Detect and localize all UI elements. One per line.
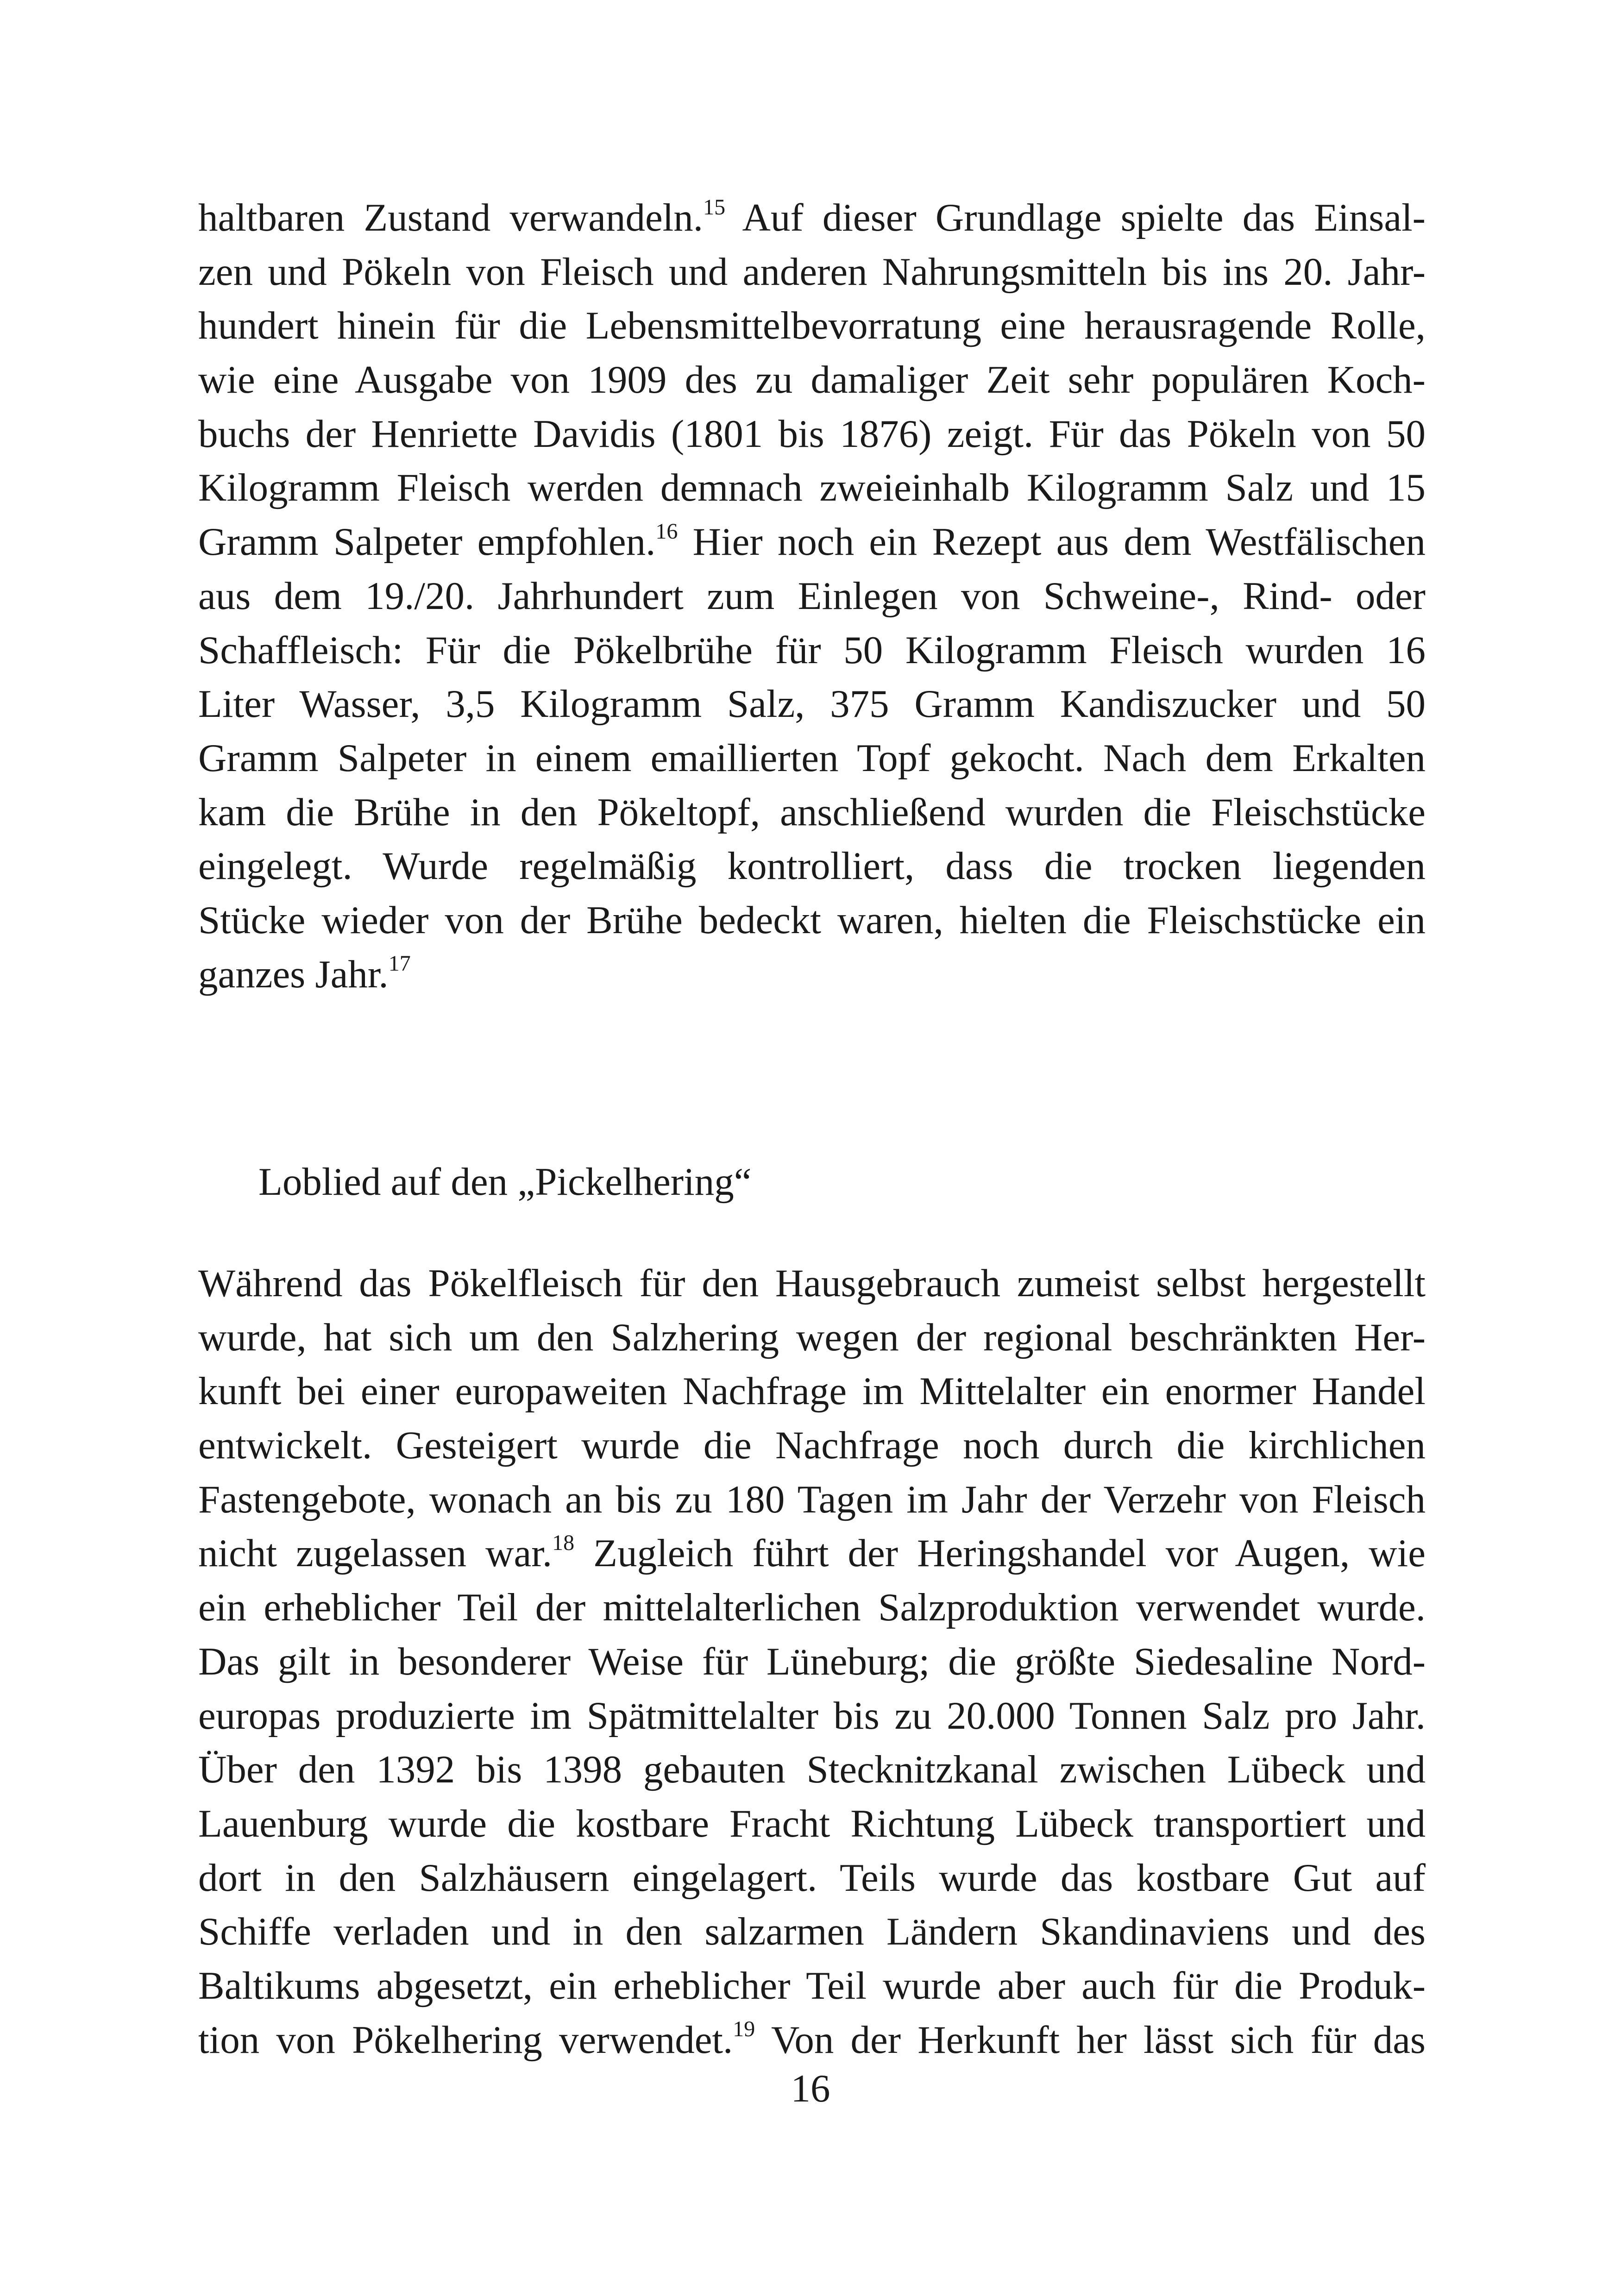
footnote-ref-16[interactable]: 16: [655, 519, 678, 544]
text-line: Lauenburg wurde die kostbare Fracht Richtung Lübeck transportiert und: [198, 1801, 1426, 1845]
text-line: Über den 1392 bis 1398 gebauten Stecknitzkanal zwischen Lübeck und: [198, 1748, 1426, 1792]
text-line: Stücke wieder von der Brühe bedeckt waren, hielten die Fleischstücke ein: [198, 898, 1426, 942]
text-line: kunft bei einer europaweiten Nachfrage im Mittelalter ein enormer Handel: [198, 1369, 1426, 1413]
text-line: wurde, hat sich um den Salzhering wegen der regional beschränkten Her-: [198, 1315, 1426, 1359]
paragraph-pickling-history: [198, 191, 1426, 1001]
text-line: Schaffleisch: Für die Pökelbrühe für 50 Kilogramm Fleisch wurden 16: [198, 628, 1426, 672]
footnote-ref-17[interactable]: 17: [388, 951, 411, 976]
footnote-ref-15[interactable]: 15: [703, 194, 726, 220]
section-heading: Loblied auf den „Pickelhering“: [258, 1160, 752, 1204]
text-line: Schiffe verladen und in den salzarmen Ländern Skandinaviens und des: [198, 1910, 1426, 1954]
text-line: Gramm Salpeter in einem emaillierten Topf gekocht. Nach dem Erkalten: [198, 736, 1426, 780]
text-line: hundert hinein für die Lebensmittelbevorratung eine herausragende Rolle,: [198, 304, 1426, 348]
text-line: Liter Wasser, 3,5 Kilogramm Salz, 375 Gramm Kandiszucker und 50: [198, 682, 1426, 726]
text-line: tion von Pökelhering verwendet.$^{19}$ Von der Herkunft her lässt sich für das: [198, 2017, 1426, 2062]
footnote-ref-19[interactable]: 19: [733, 2017, 755, 2042]
text-line: dort in den Salzhäusern eingelagert. Teils wurde das kostbare Gut auf: [198, 1856, 1426, 1900]
text-line: Gramm Salpeter empfohlen.$^{16}$ Hier noch ein Rezept aus dem Westfälischen: [198, 519, 1426, 564]
text-line: Kilogramm Fleisch werden demnach zweieinhalb Kilogramm Salz und 15: [198, 466, 1426, 510]
text-line: europas produzierte im Spätmittelalter bis zu 20.000 Tonnen Salz pro Jahr.: [198, 1694, 1426, 1738]
text-line: haltbaren Zustand verwandeln.$^{15}$ Auf dieser Grundlage spielte das Einsal-: [198, 194, 1426, 239]
text-line: nicht zugelassen war.$^{18}$ Zugleich führt der Heringshandel vor Augen, wie: [198, 1531, 1426, 1575]
page-number: 16: [791, 2067, 830, 2110]
footnote-ref-18[interactable]: 18: [552, 1531, 575, 1556]
text-line: Baltikums abgesetzt, ein erheblicher Teil wurde aber auch für die Produk-: [198, 1964, 1426, 2007]
text-line: kam die Brühe in den Pökeltopf, anschließend wurden die Fleischstücke: [198, 790, 1426, 834]
text-line: Das gilt in besonderer Weise für Lüneburg; die größte Siedesaline Nord-: [198, 1639, 1426, 1683]
text-line: entwickelt. Gesteigert wurde die Nachfrage noch durch die kirchlichen: [198, 1424, 1426, 1468]
text-line: aus dem 19./20. Jahrhundert zum Einlegen von Schweine-, Rind- oder: [198, 574, 1426, 618]
text-line: eingelegt. Wurde regelmäßig kontrolliert, dass die trocken liegenden: [198, 844, 1426, 888]
text-line: wie eine Ausgabe von 1909 des zu damaliger Zeit sehr populären Koch-: [198, 358, 1426, 402]
text-line: ein erheblicher Teil der mittelalterlichen Salzproduktion verwendet wurde.: [198, 1586, 1426, 1630]
text-line: buchs der Henriette Davidis (1801 bis 1876) zeigt. Für das Pökeln von 50: [198, 412, 1426, 456]
paragraph-herring-trade: [198, 1256, 1426, 2067]
text-line: Während das Pökelfleisch für den Hausgebrauch zumeist selbst hergestellt: [198, 1261, 1426, 1305]
text-line: Fastengebote, wonach an bis zu 180 Tagen im Jahr der Verzehr von Fleisch: [198, 1477, 1426, 1521]
text-line: zen und Pökeln von Fleisch und anderen Nahrungsmitteln bis ins 20. Jahr-: [198, 250, 1426, 294]
text-line: ganzes Jahr.$^{17}$: [198, 951, 411, 996]
